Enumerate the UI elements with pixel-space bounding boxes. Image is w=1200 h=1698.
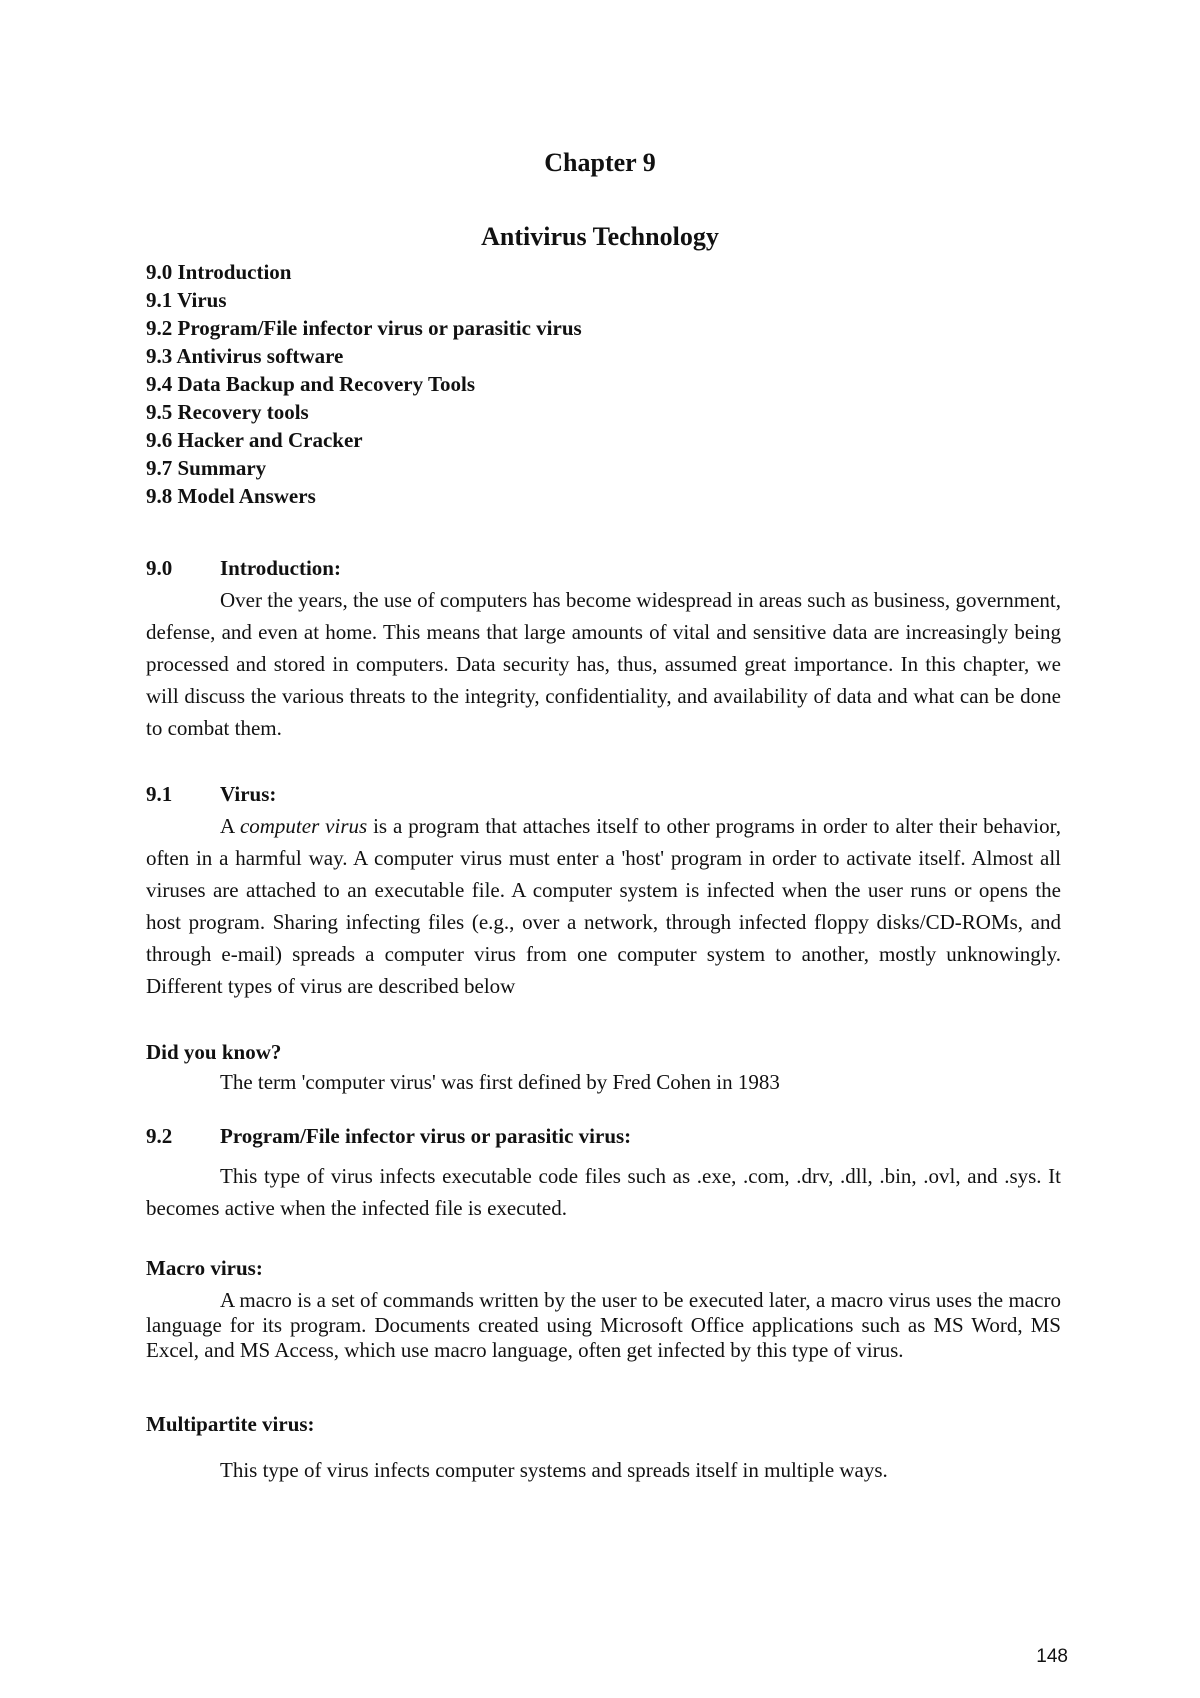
toc-item: 9.4 Data Backup and Recovery Tools	[146, 372, 476, 396]
did-you-know-heading: Did you know?	[146, 1040, 282, 1064]
table-of-contents	[146, 258, 582, 510]
macro-virus-paragraph: A macro is a set of commands written by the user to be executed later, a macro virus uses the macro language for its program. Documents created using Microsoft Office applications such as MS Word, MS Excel, and MS Access, which use macro language, often get infected by this type of virus.	[146, 1288, 1061, 1362]
introduction-paragraph: Over the years, the use of computers has become widespread in areas such as business, government, defense, and even at home. This means that large amounts of vital and sensitive data are increasingly being processed and stored in computers. Data security has, thus, assumed great importance. In this chapter, we will discuss the various threats to the integrity, confidentiality, and availability of data and what can be done to combat them.	[146, 588, 1061, 740]
virus-paragraph	[146, 810, 1061, 1002]
section-title: Introduction:	[220, 556, 341, 580]
multipartite-virus-heading: Multipartite virus:	[146, 1412, 315, 1436]
section-number: 9.2	[146, 1124, 173, 1148]
section-heading-program-file-virus	[146, 1122, 631, 1150]
section-number: 9.0	[146, 556, 173, 580]
section-title: Virus:	[220, 782, 277, 806]
toc-item: 9.8 Model Answers	[146, 484, 316, 508]
multipartite-virus-paragraph: This type of virus infects computer systems and spreads itself in multiple ways.	[220, 1458, 888, 1482]
section-heading-introduction	[146, 554, 341, 582]
did-you-know-text: The term 'computer virus' was first defined by Fred Cohen in 1983	[220, 1070, 780, 1094]
virus-paragraph-rest: is a program that attaches itself to other programs in order to alter their behavior, often in a harmful way. A computer virus must enter a 'host' program in order to activate itself. Almost all viruses are attached to an executable file. A computer system is infected when the user runs or opens the host program. Sharing infecting files (e.g., over a network, through infected floppy disks/CD-ROMs, and through e-mail) spreads a computer virus from one computer system to another, mostly unknowingly. Different types of virus are described below	[146, 814, 1061, 998]
section-number: 9.1	[146, 782, 173, 806]
section-heading-virus	[146, 780, 276, 808]
toc-item: 9.7 Summary	[146, 456, 267, 480]
toc-item: 9.1 Virus	[146, 288, 227, 312]
toc-item: 9.0 Introduction	[146, 260, 292, 284]
chapter-subtitle: Antivirus Technology	[481, 222, 719, 251]
macro-virus-heading: Macro virus:	[146, 1256, 263, 1280]
program-file-virus-paragraph: This type of virus infects executable code files such as .exe, .com, .drv, .dll, .bin, .ovl, and .sys. It becomes active when the infected file is executed.	[146, 1164, 1061, 1220]
section-title: Program/File infector virus or parasitic virus:	[220, 1124, 632, 1148]
toc-item: 9.3 Antivirus software	[146, 344, 344, 368]
toc-item: 9.2 Program/File infector virus or parasitic virus	[146, 316, 582, 340]
virus-paragraph-prefix: A	[220, 814, 240, 838]
toc-item: 9.6 Hacker and Cracker	[146, 428, 363, 452]
page-number: 148	[1036, 1646, 1068, 1667]
virus-term: computer virus	[239, 814, 368, 838]
chapter-title: Chapter 9	[544, 148, 656, 177]
toc-item: 9.5 Recovery tools	[146, 400, 309, 424]
